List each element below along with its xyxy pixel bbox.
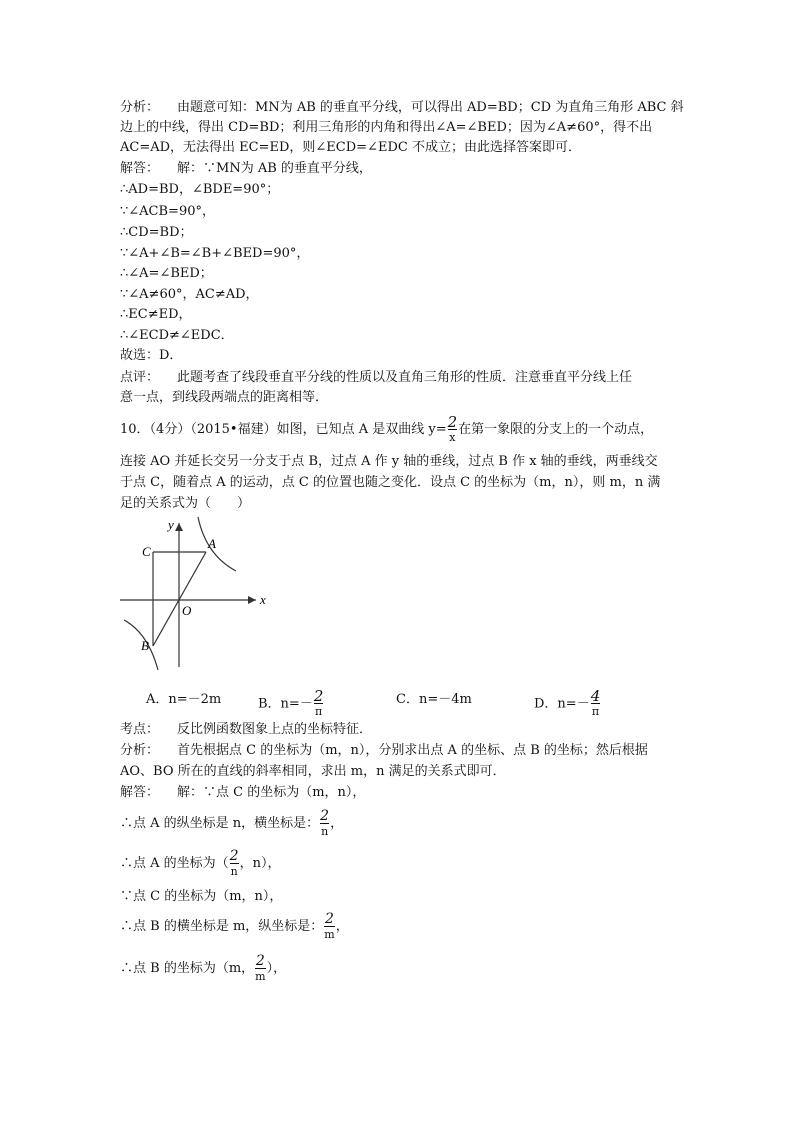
- fraction-denominator: m: [324, 927, 335, 941]
- step-suffix: ，: [330, 816, 344, 831]
- question10-line4: 足的关系式为（ ）: [120, 496, 251, 511]
- answer2-step3: ∵点 C 的坐标为（m，n），: [120, 889, 283, 904]
- comment1-line2: 意一点，到线段两端点的距离相等．: [120, 390, 329, 405]
- step-text: ∴点 B 的横坐标是 m，纵坐标是：: [120, 919, 324, 934]
- fraction-numerator: 2: [325, 910, 334, 927]
- option-c: C．n=－4m: [396, 692, 472, 707]
- answer1-step: ∵∠ACB=90°，: [120, 204, 215, 219]
- analysis1-line3: AC=AD，无法得出 EC=ED，则∠ECD=∠EDC 不成立；由此选择答案即可．: [120, 140, 581, 155]
- fraction-numerator: 2: [320, 807, 330, 824]
- fraction-numerator: 2: [447, 412, 458, 431]
- hyperbola-fraction: [447, 412, 458, 444]
- analysis-text: 首先根据点 C 的坐标为（m，n），分别求出点 A 的坐标、点 B 的坐标；然后根据: [177, 743, 648, 758]
- option-d-prefix: D．n=－: [534, 696, 590, 712]
- question10-line2: 连接 AO 并延长交另一分支于点 B，过点 A 作 y 轴的垂线，过点 B 作 x 轴的垂线，两垂线交: [120, 454, 658, 469]
- y-axis-label: y: [168, 517, 174, 532]
- answer-label: 解答：: [120, 785, 160, 800]
- answer1-step: ∴∠ECD≠∠EDC．: [120, 328, 234, 343]
- hyperbola-branch-first-quadrant: [198, 517, 236, 571]
- fraction-denominator: n: [230, 864, 238, 878]
- fraction-denominator: x: [449, 430, 456, 444]
- option-d: [534, 687, 601, 718]
- answer1-step: ∵∠A+∠B=∠B+∠BED=90°，: [120, 246, 310, 261]
- option-a: A．n=－2m: [146, 692, 222, 707]
- step-suffix: ，: [335, 919, 349, 934]
- step-suffix: ，n），: [239, 856, 281, 871]
- fraction-numerator: 2: [229, 847, 239, 864]
- kaodian-line: [120, 720, 372, 740]
- answer1-step: ∴EC≠ED，: [120, 307, 192, 322]
- answer1-header: [120, 159, 372, 179]
- answer1-choice: 故选：D．: [120, 348, 183, 363]
- fraction-numerator: 4: [590, 687, 601, 705]
- fraction-denominator: π: [314, 705, 323, 718]
- step-fraction: [229, 847, 239, 878]
- x-axis-arrow: [248, 596, 256, 604]
- analysis2-line1: [120, 741, 648, 761]
- fraction-numerator: 2: [255, 952, 265, 969]
- analysis1-line1: [120, 98, 684, 118]
- answer1-step: ∴∠A=∠BED；: [120, 266, 213, 281]
- question10-prefix: 10．（4分）（2015•福建）如图，已知点 A 是双曲线 y=: [120, 422, 447, 437]
- step-text: ∴点 B 的坐标为（m，: [120, 961, 255, 976]
- y-axis-arrow: [175, 523, 183, 531]
- analysis-text: 由题意可知：MN为 AB 的垂直平分线，可以得出 AD=BD；CD 为直角三角形 ABC 斜: [177, 100, 684, 115]
- answer-first: 解：∵点 C 的坐标为（m，n），: [177, 785, 366, 800]
- option-b-fraction: [313, 687, 324, 718]
- analysis2-line2: AO、BO 所在的直线的斜率相同，求出 m，n 满足的关系式即可．: [120, 764, 506, 779]
- answer2-step5: [120, 952, 286, 986]
- point-b-label: B: [141, 638, 149, 653]
- fraction-denominator: n: [321, 824, 329, 838]
- comment1-line1: [120, 368, 632, 388]
- analysis-label: 分析：: [120, 743, 160, 758]
- answer2-step4: [120, 910, 349, 944]
- question10-suffix: 在第一象限的分支上的一个动点，: [458, 422, 654, 437]
- option-d-fraction: [590, 687, 601, 718]
- answer1-step: ∵∠A≠60°，AC≠AD，: [120, 287, 259, 302]
- fraction-denominator: m: [255, 969, 266, 983]
- answer1-step: ∴CD=BD；: [120, 225, 193, 240]
- answer2-step1: [120, 807, 343, 841]
- question10-line1: [120, 412, 654, 445]
- option-b-prefix: B．n=－: [258, 696, 313, 712]
- analysis1-line2: 边上的中线，得出 CD=BD；利用三角形的内角和得出∠A=∠BED；因为∠A≠60°，得不出: [120, 120, 653, 135]
- step-suffix: ），: [266, 961, 287, 976]
- origin-label: O: [182, 603, 192, 618]
- kaodian-text: 反比例函数图象上点的坐标特征．: [177, 722, 373, 737]
- answer-label: 解答：: [120, 161, 160, 176]
- answer2-step2: [120, 847, 280, 881]
- answer2-header: [120, 783, 365, 803]
- step-text: ∴点 A 的纵坐标是 n，横坐标是：: [120, 816, 320, 831]
- kaodian-label: 考点：: [120, 722, 160, 737]
- hyperbola-figure: [118, 515, 278, 675]
- point-c-label: C: [142, 544, 151, 559]
- point-a-label: A: [208, 536, 216, 551]
- option-b: [258, 687, 324, 718]
- question10-line3: 于点 C，随着点 A 的运动，点 C 的位置也随之变化．设点 C 的坐标为（m，n），则 m，n 满: [120, 475, 661, 490]
- answer-first: 解：∵MN为 AB 的垂直平分线，: [177, 161, 372, 176]
- step-fraction: [320, 807, 330, 838]
- step-fraction: [324, 910, 335, 941]
- fraction-numerator: 2: [313, 687, 324, 705]
- x-axis-label: x: [260, 592, 266, 607]
- step-text: ∴点 A 的坐标为（: [120, 856, 229, 871]
- analysis-label: 分析：: [120, 100, 160, 115]
- comment-label: 点评：: [120, 370, 160, 385]
- comment-text: 此题考查了线段垂直平分线的性质以及直角三角形的性质．注意垂直平分线上任: [177, 370, 633, 385]
- step-fraction: [255, 952, 266, 983]
- answer1-step: ∴AD=BD，∠BDE=90°；: [120, 182, 280, 197]
- fraction-denominator: π: [591, 705, 600, 718]
